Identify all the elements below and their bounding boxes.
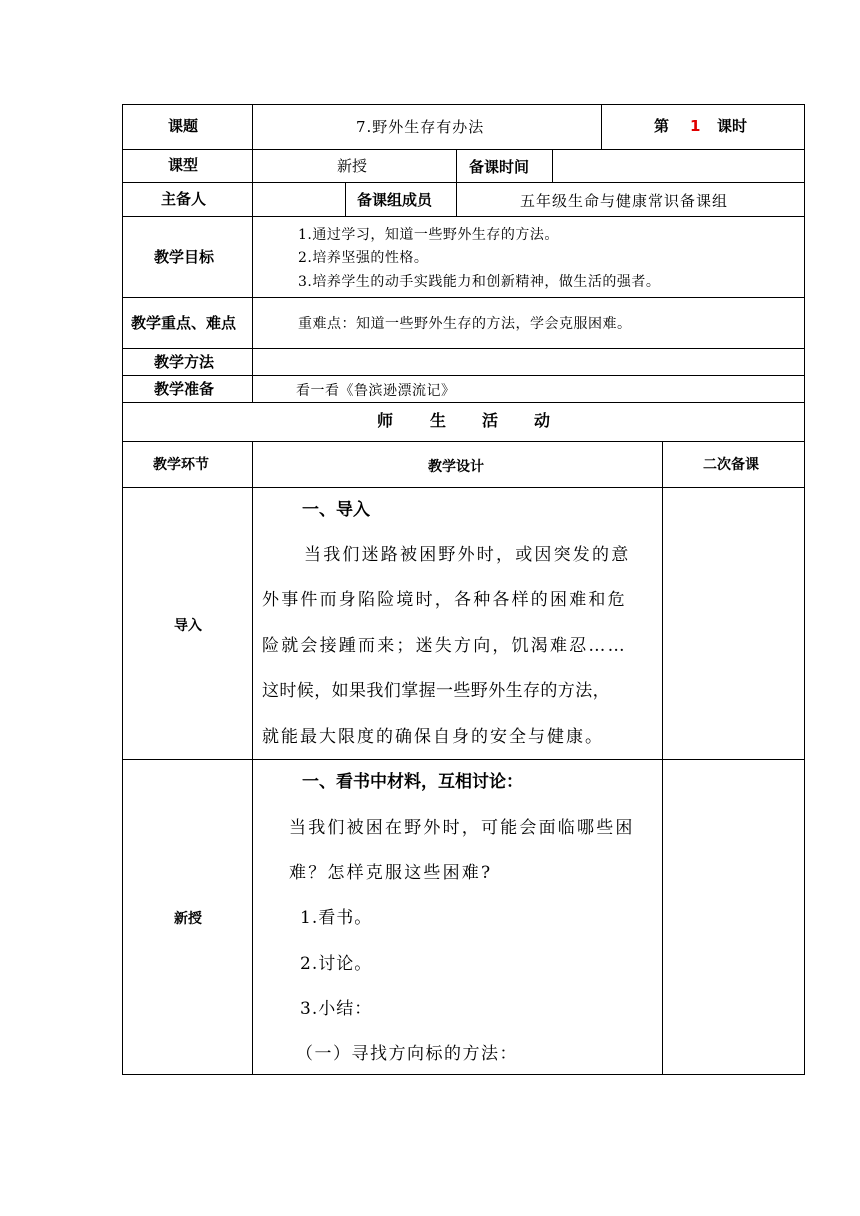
design-line: 2.讨论。 bbox=[300, 954, 373, 974]
preparation-label: 教学准备 bbox=[154, 380, 215, 398]
topic-value: 7.野外生存有办法 bbox=[356, 118, 485, 136]
section-heading: 一、看书中材料，互相讨论： bbox=[302, 772, 523, 792]
group-label: 备课组成员 bbox=[357, 191, 433, 209]
stage-label: 新授 bbox=[174, 911, 202, 927]
method-label: 教学方法 bbox=[154, 353, 215, 371]
row-line bbox=[122, 759, 805, 760]
stage-label: 导入 bbox=[174, 618, 202, 634]
stage-column-header: 教学环节 bbox=[153, 457, 209, 473]
col-line bbox=[252, 441, 253, 1075]
goals-label: 教学目标 bbox=[154, 248, 215, 266]
design-line: 当我们迷路被困野外时，或因突发的意 bbox=[304, 545, 631, 565]
row-line bbox=[122, 216, 805, 217]
design-line: 险就会接踵而来；迷失方向，饥渴难忍…… bbox=[262, 636, 627, 656]
prep-time-label: 备课时间 bbox=[469, 158, 530, 176]
design-line: 这时候，如果我们掌握一些野外生存的方法， bbox=[262, 681, 610, 701]
col-line bbox=[804, 104, 805, 1075]
goal-item: 3.培养学生的动手实践能力和创新精神，做生活的强者。 bbox=[298, 274, 661, 290]
row-line bbox=[122, 402, 805, 403]
design-line: 外事件而身陷险境时，各种各样的困难和危 bbox=[262, 590, 627, 610]
type-label: 课型 bbox=[168, 156, 199, 174]
topic-label: 课题 bbox=[168, 117, 199, 135]
design-column-header: 教学设计 bbox=[428, 459, 484, 475]
section-heading: 一、导入 bbox=[302, 500, 370, 520]
focus-label: 教学重点、难点 bbox=[131, 314, 237, 332]
lead-label: 主备人 bbox=[161, 190, 207, 208]
activity-title-char: 师 bbox=[377, 411, 394, 430]
row-line bbox=[122, 487, 805, 488]
type-value: 新授 bbox=[337, 157, 368, 175]
col-line bbox=[662, 441, 663, 1075]
col-line bbox=[122, 104, 123, 1075]
row-line bbox=[122, 348, 805, 349]
design-line: 1.看书。 bbox=[300, 908, 373, 928]
col-line bbox=[252, 104, 253, 402]
row-line bbox=[122, 297, 805, 298]
activity-title-char: 活 bbox=[482, 411, 499, 430]
activity-title-char: 动 bbox=[534, 411, 551, 430]
col-line bbox=[456, 149, 457, 182]
col-line bbox=[601, 104, 602, 149]
design-line: （一）寻找方向标的方法： bbox=[296, 1044, 518, 1064]
second-prep-column-header: 二次备课 bbox=[703, 457, 759, 473]
row-line bbox=[122, 149, 805, 150]
design-line: 就能最大限度的确保自身的安全与健康。 bbox=[262, 727, 604, 747]
col-line bbox=[552, 149, 553, 182]
preparation-value: 看一看《鲁滨逊漂流记》 bbox=[296, 383, 456, 399]
row-line bbox=[122, 375, 805, 376]
row-line bbox=[122, 182, 805, 183]
period-number: 1 bbox=[690, 117, 701, 135]
row-line bbox=[122, 104, 805, 105]
group-value: 五年级生命与健康常识备课组 bbox=[520, 192, 729, 210]
period-prefix: 第 bbox=[654, 117, 670, 135]
activity-title-char: 生 bbox=[430, 411, 447, 430]
col-line bbox=[456, 182, 457, 216]
design-line: 3.小结： bbox=[300, 999, 373, 1019]
goal-item: 1.通过学习，知道一些野外生存的方法。 bbox=[298, 227, 559, 243]
row-line bbox=[122, 441, 805, 442]
row-line bbox=[122, 1074, 805, 1075]
col-line bbox=[345, 182, 346, 216]
goal-item: 2.培养坚强的性格。 bbox=[298, 250, 429, 266]
focus-value: 重难点：知道一些野外生存的方法，学会克服困难。 bbox=[298, 316, 632, 332]
design-line: 当我们被困在野外时，可能会面临哪些困 bbox=[289, 818, 635, 838]
period-suffix: 课时 bbox=[717, 117, 748, 135]
design-line: 难？怎样克服这些困难? bbox=[289, 863, 493, 883]
